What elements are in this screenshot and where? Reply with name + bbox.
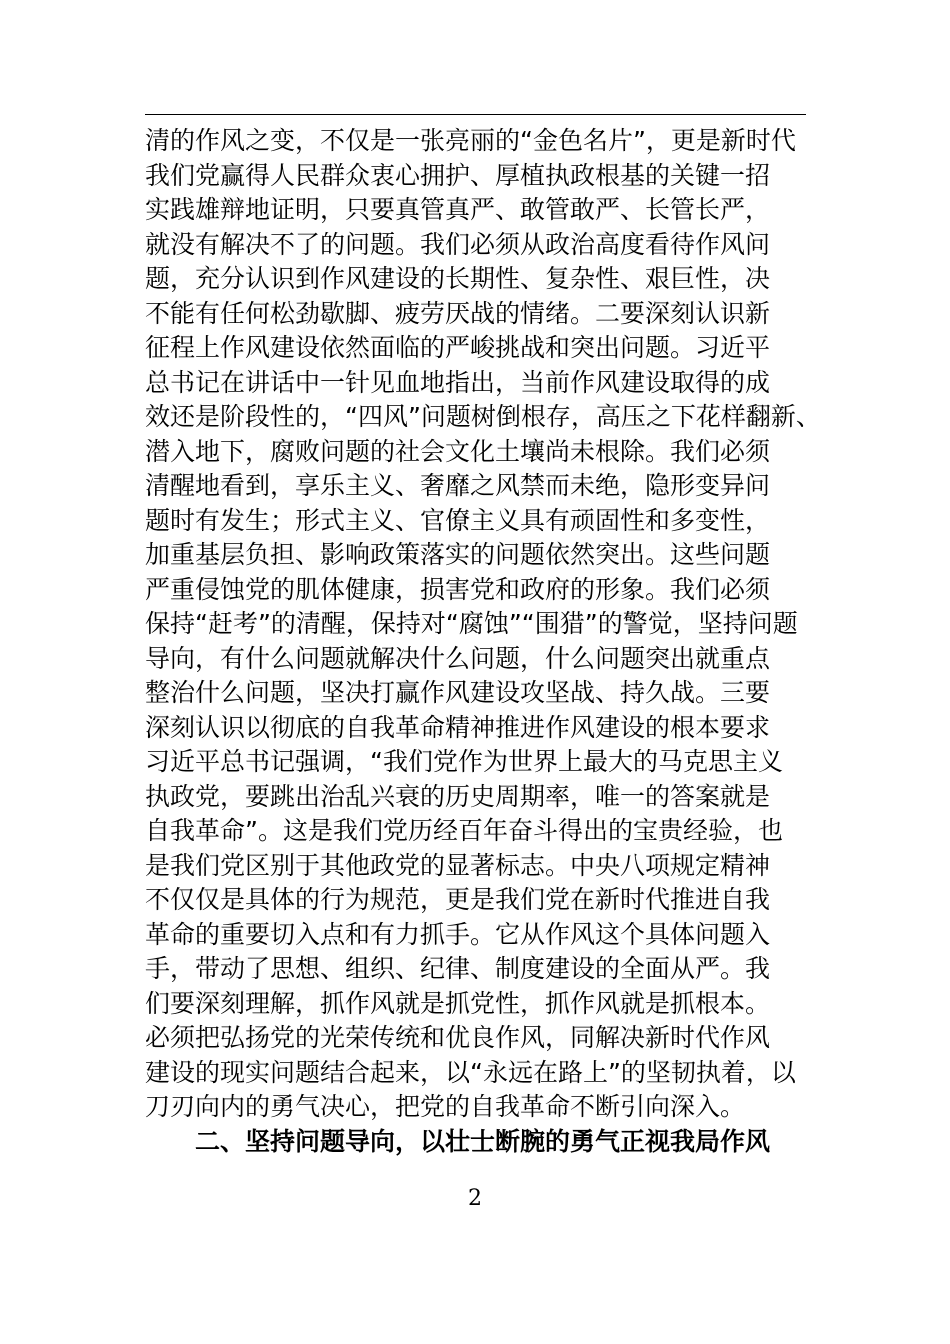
text-line: 征程上作风建设依然面临的严峻挑战和突出问题。习近平	[145, 333, 771, 362]
text-line: 清的作风之变，不仅是一张亮丽的“金色名片”，更是新时代	[145, 126, 796, 155]
text-line: 题时有发生；形式主义、官僚主义具有顽固性和多变性，	[145, 505, 771, 535]
header-rule	[145, 114, 806, 115]
text-line: 整治什么问题，坚决打赢作风建设攻坚战、持久战。三要	[145, 678, 771, 707]
text-line: 加重基层负担、影响政策落实的问题依然突出。这些问题	[145, 540, 771, 569]
text-line: 导向，有什么问题就解决什么问题，什么问题突出就重点	[145, 643, 771, 673]
text-line: 建设的现实问题结合起来，以“永远在路上”的坚韧执着，以	[145, 1057, 796, 1087]
text-line: 习近平总书记强调，“我们党作为世界上最大的马克思主义	[145, 747, 783, 776]
text-line: 手，带动了思想、组织、纪律、制度建设的全面从严。我	[145, 954, 771, 983]
text-line: 执政党，要跳出治乱兴衰的历史周期率，唯一的答案就是	[145, 781, 771, 811]
text-line: 们要深刻理解，抓作风就是抓党性，抓作风就是抓根本。	[145, 988, 771, 1018]
text-line: 总书记在讲话中一针见血地指出，当前作风建设取得的成	[145, 367, 771, 397]
text-line: 深刻认识以彻底的自我革命精神推进作风建设的根本要求	[145, 712, 771, 742]
text-line: 不仅仅是具体的行为规范，更是我们党在新时代推进自我	[145, 885, 771, 914]
text-line: 题，充分认识到作风建设的长期性、复杂性、艰巨性，决	[145, 264, 771, 293]
text-line: 保持“赶考”的清醒，保持对“腐蚀”“围猎”的警觉，坚持问题	[145, 609, 798, 638]
text-line: 严重侵蚀党的肌体健康，损害党和政府的形象。我们必须	[145, 574, 771, 604]
text-line: 效还是阶段性的，“四风”问题树倒根存，高压之下花样翻新、	[145, 402, 821, 431]
body-text	[145, 124, 845, 1159]
section-heading: 二、坚持问题导向，以壮士断腕的勇气正视我局作风	[195, 1126, 771, 1156]
text-line: 实践雄辩地证明，只要真管真严、敢管敢严、长管长严，	[145, 195, 771, 224]
text-line: 潜入地下，腐败问题的社会文化土壤尚未根除。我们必须	[145, 436, 771, 466]
text-line: 是我们党区别于其他政党的显著标志。中央八项规定精神	[145, 850, 771, 880]
text-line: 就没有解决不了的问题。我们必须从政治高度看待作风问	[145, 229, 771, 259]
text-line: 必须把弘扬党的光荣传统和优良作风，同解决新时代作风	[145, 1023, 771, 1052]
text-line: 清醒地看到，享乐主义、奢靡之风禁而未绝，隐形变异问	[145, 471, 771, 500]
text-line: 自我革命”。这是我们党历经百年奋斗得出的宝贵经验，也	[145, 816, 783, 845]
text-line: 我们党赢得人民群众衷心拥护、厚植执政根基的关键一招	[145, 160, 771, 190]
text-line: 刀刃向内的勇气决心，把党的自我革命不断引向深入。	[145, 1092, 746, 1121]
text-line: 革命的重要切入点和有力抓手。它从作风这个具体问题入	[145, 919, 771, 949]
text-line: 不能有任何松劲歇脚、疲劳厌战的情绪。二要深刻认识新	[145, 298, 771, 328]
page-number: 2	[468, 1186, 482, 1211]
